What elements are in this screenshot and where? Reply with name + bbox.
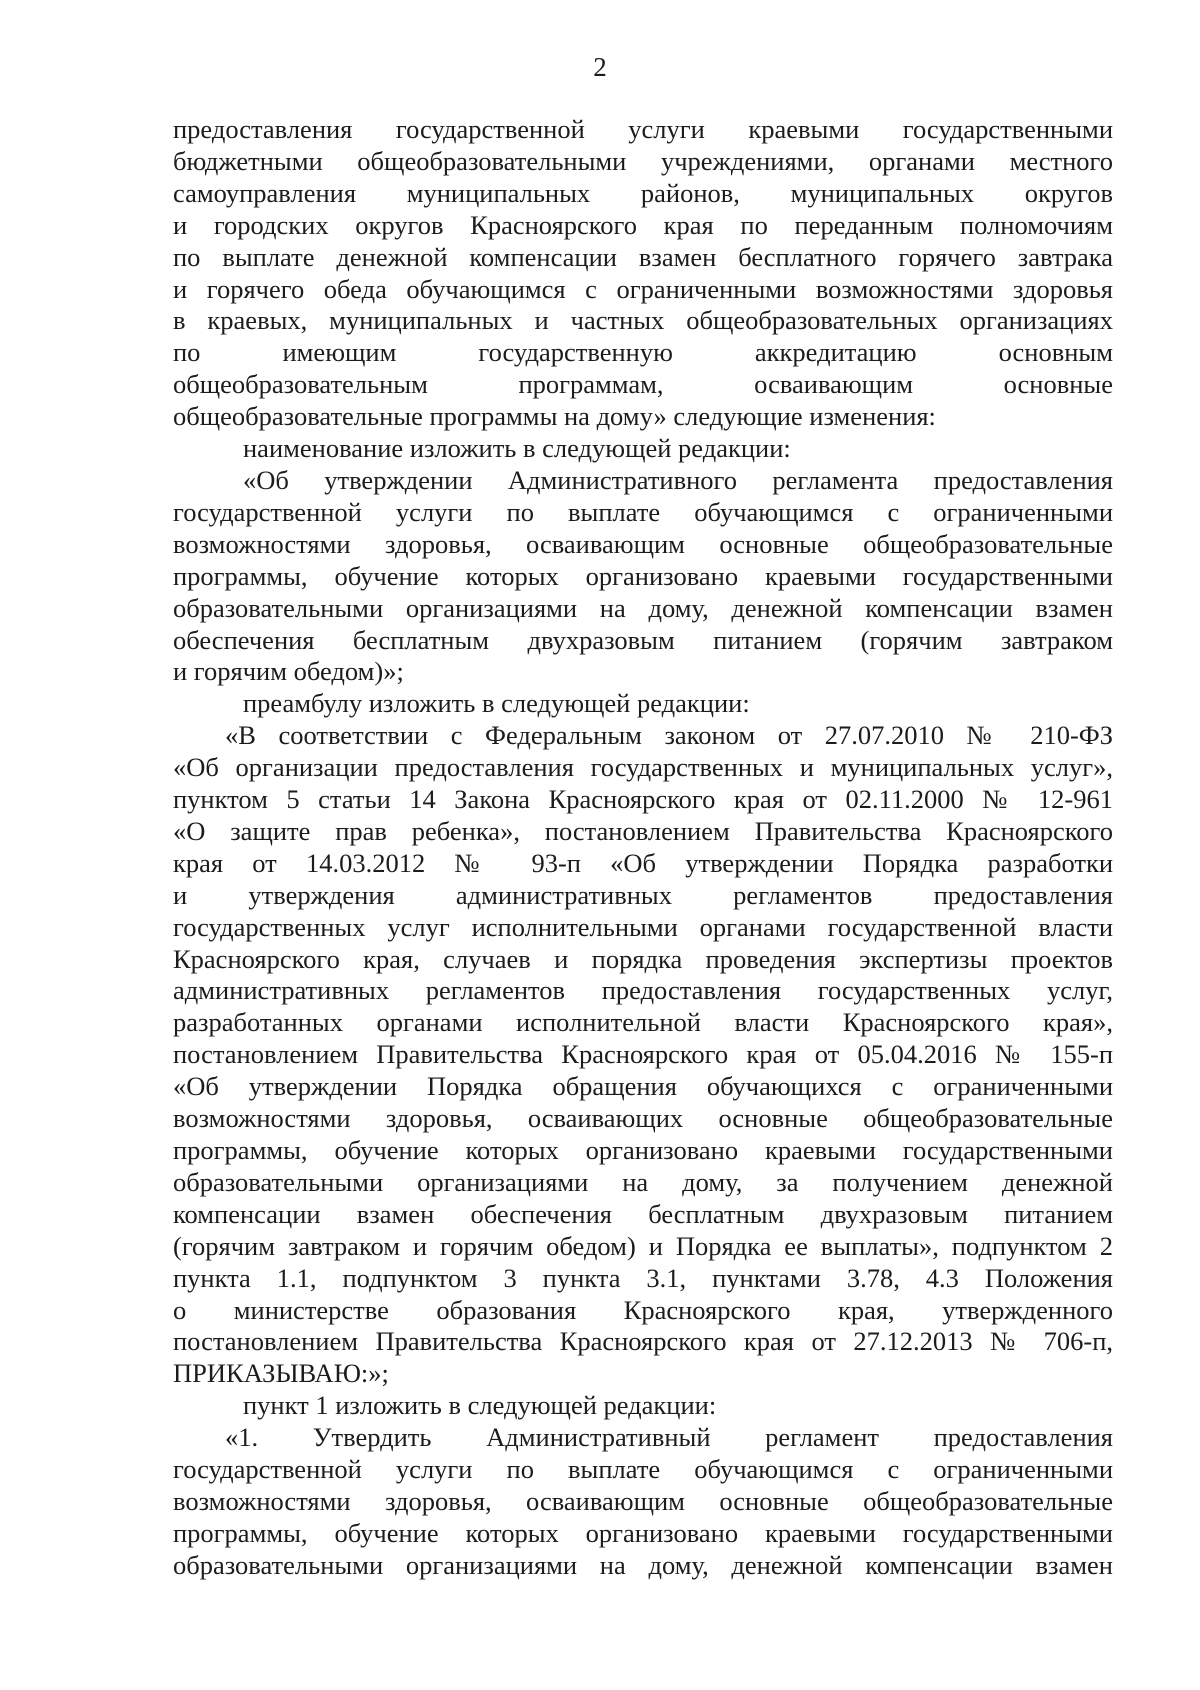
text-line: обеспечения бесплатным двухразовым питанием (горячим завтраком — [173, 624, 1113, 655]
text-line: программы, обучение которых организовано краевыми государственными — [173, 1517, 1113, 1548]
text-line: самоуправления муниципальных районов, муниципальных округов — [173, 177, 1113, 208]
text-line: «1. Утвердить Административный регламент предоставления — [225, 1422, 1113, 1453]
text-line: программы, обучение которых организовано краевыми государственными — [173, 560, 1113, 591]
text-line: Красноярского края, случаев и порядка проведения экспертизы проектов — [173, 943, 1113, 974]
text-line: постановлением Правительства Красноярского края от 05.04.2016 № 155-п — [173, 1039, 1113, 1070]
text-line: государственных услуг исполнительными органами государственной власти — [173, 911, 1113, 942]
text-line: наименование изложить в следующей редакции: — [243, 433, 791, 464]
text-line: (горячим завтраком и горячим обедом) и Порядка ее выплаты», подпунктом 2 — [173, 1230, 1113, 1261]
text-line: государственной услуги по выплате обучающимся с ограниченными — [173, 496, 1113, 527]
text-line: и утверждения административных регламентов предоставления — [173, 879, 1113, 910]
text-line: возможностями здоровья, осваивающим основные общеобразовательные — [173, 528, 1113, 559]
text-line: и горячим обедом)»; — [173, 656, 404, 687]
text-line: «Об организации предоставления государственных и муниципальных услуг», — [173, 752, 1113, 783]
text-line: «О защите прав ребенка», постановлением Правительства Красноярского — [173, 815, 1113, 846]
text-line: программы, обучение которых организовано краевыми государственными — [173, 1135, 1113, 1165]
text-line: преамбулу изложить в следующей редакции: — [243, 688, 750, 719]
text-line: государственной услуги по выплате обучающимся с ограниченными — [173, 1454, 1113, 1485]
text-line: предоставления государственной услуги краевыми государственными — [173, 114, 1113, 144]
text-line: пункта 1.1, подпунктом 3 пункта 3.1, пунктами 3.78, 4.3 Положения — [173, 1262, 1113, 1293]
text-line: в краевых, муниципальных и частных общеобразовательных организациях — [173, 305, 1113, 336]
text-line: «Об утверждении Порядка обращения обучающихся с ограниченными — [173, 1071, 1113, 1102]
text-line: бюджетными общеобразовательными учреждениями, органами местного — [173, 145, 1113, 176]
text-line: по выплате денежной компенсации взамен бесплатного горячего завтрака — [173, 241, 1113, 272]
text-line: и городских округов Красноярского края по переданным полномочиям — [173, 209, 1113, 240]
text-line: по имеющим государственную аккредитацию основным — [173, 337, 1113, 368]
text-line: образовательными организациями на дому, денежной компенсации взамен — [173, 592, 1113, 623]
text-line: «В соответствии с Федеральным законом от 27.07.2010 № 210-ФЗ — [225, 720, 1113, 751]
text-line: общеобразовательные программы на дому» следующие изменения: — [173, 401, 936, 432]
page-number: 2 — [593, 52, 607, 82]
text-line: и горячего обеда обучающимся с ограниченными возможностями здоровья — [173, 273, 1113, 304]
text-line: общеобразовательным программам, осваивающим основные — [173, 369, 1113, 400]
text-line: постановлением Правительства Красноярского края от 27.12.2013 № 706-п, — [173, 1326, 1113, 1357]
text-line: «Об утверждении Административного регламента предоставления — [243, 464, 1113, 495]
text-line: пункт 1 изложить в следующей редакции: — [243, 1390, 717, 1421]
text-line: образовательными организациями на дому, за получением денежной — [173, 1166, 1113, 1197]
text-line: компенсации взамен обеспечения бесплатным двухразовым питанием — [173, 1198, 1113, 1229]
text-line: края от 14.03.2012 № 93-п «Об утверждении Порядка разработки — [173, 847, 1113, 878]
text-line: образовательными организациями на дому, денежной компенсации взамен — [173, 1549, 1113, 1580]
text-line: ПРИКАЗЫВАЮ:»; — [173, 1358, 389, 1389]
text-line: возможностями здоровья, осваивающим основные общеобразовательные — [173, 1485, 1113, 1516]
text-line: административных регламентов предоставления государственных услуг, — [173, 975, 1113, 1006]
document-body — [173, 114, 1113, 1582]
text-line: о министерстве образования Красноярского края, утвержденного — [173, 1294, 1113, 1325]
text-line: разработанных органами исполнительной власти Красноярского края», — [173, 1007, 1113, 1038]
text-line: возможностями здоровья, осваивающих основные общеобразовательные — [173, 1103, 1113, 1134]
text-line: пунктом 5 статьи 14 Закона Красноярского края от 02.11.2000 № 12-961 — [173, 784, 1113, 815]
